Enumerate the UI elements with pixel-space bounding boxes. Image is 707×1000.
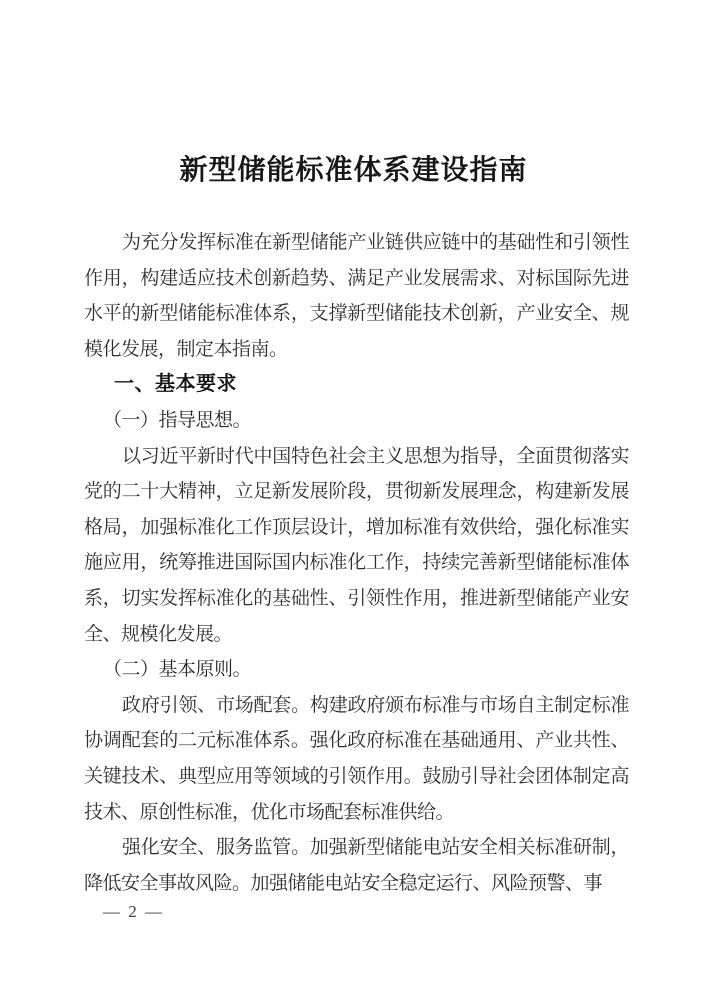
- document-title: 新型储能标准体系建设指南: [179, 155, 528, 186]
- subsection-heading-guiding-ideology: （一）指导思想。: [103, 409, 252, 431]
- paragraph-government-market: 政府引领、市场配套。构建政府颁布标准与市场自主制定标准协调配套的二元标准体系。强化政府标准在基础通用、产业共性、关键技术、典型应用等领域的引领作用。鼓励引导社会团体制定高技术、原创性标准，优化市场配套标准供给。: [84, 694, 629, 823]
- paragraph-intro: 为充分发挥标准在新型储能产业链供应链中的基础性和引领性作用，构建适应技术创新趋势、满足产业发展需求、对标国际先进水平的新型储能标准体系，支撑新型储能技术创新，产业安全、规模化发展，制定本指南。: [84, 232, 629, 360]
- subsection-heading-basic-principles: （二）基本原则。: [103, 659, 252, 681]
- document-body: [84, 225, 629, 901]
- paragraph-safety-supervision: 强化安全、服务监管。加强新型储能电站安全相关标准研制，降低安全事故风险。加强储能电站安全稳定运行、风险预警、事: [84, 837, 629, 894]
- page-number: — 2 —: [103, 902, 164, 921]
- paragraph-guiding-ideology: 以习近平新时代中国特色社会主义思想为指导，全面贯彻落实党的二十大精神，立足新发展阶段，贯彻新发展理念，构建新发展格局，加强标准化工作顶层设计，增加标准有效供给，强化标准实施应用，统筹推进国际国内标准化工作，持续完善新型储能标准体系，切实发挥标准化的基础性、引领性作用，推进新型储能产业安全、规模化发展。: [84, 445, 629, 645]
- section-heading-basic-requirements: 一、基本要求: [114, 373, 237, 396]
